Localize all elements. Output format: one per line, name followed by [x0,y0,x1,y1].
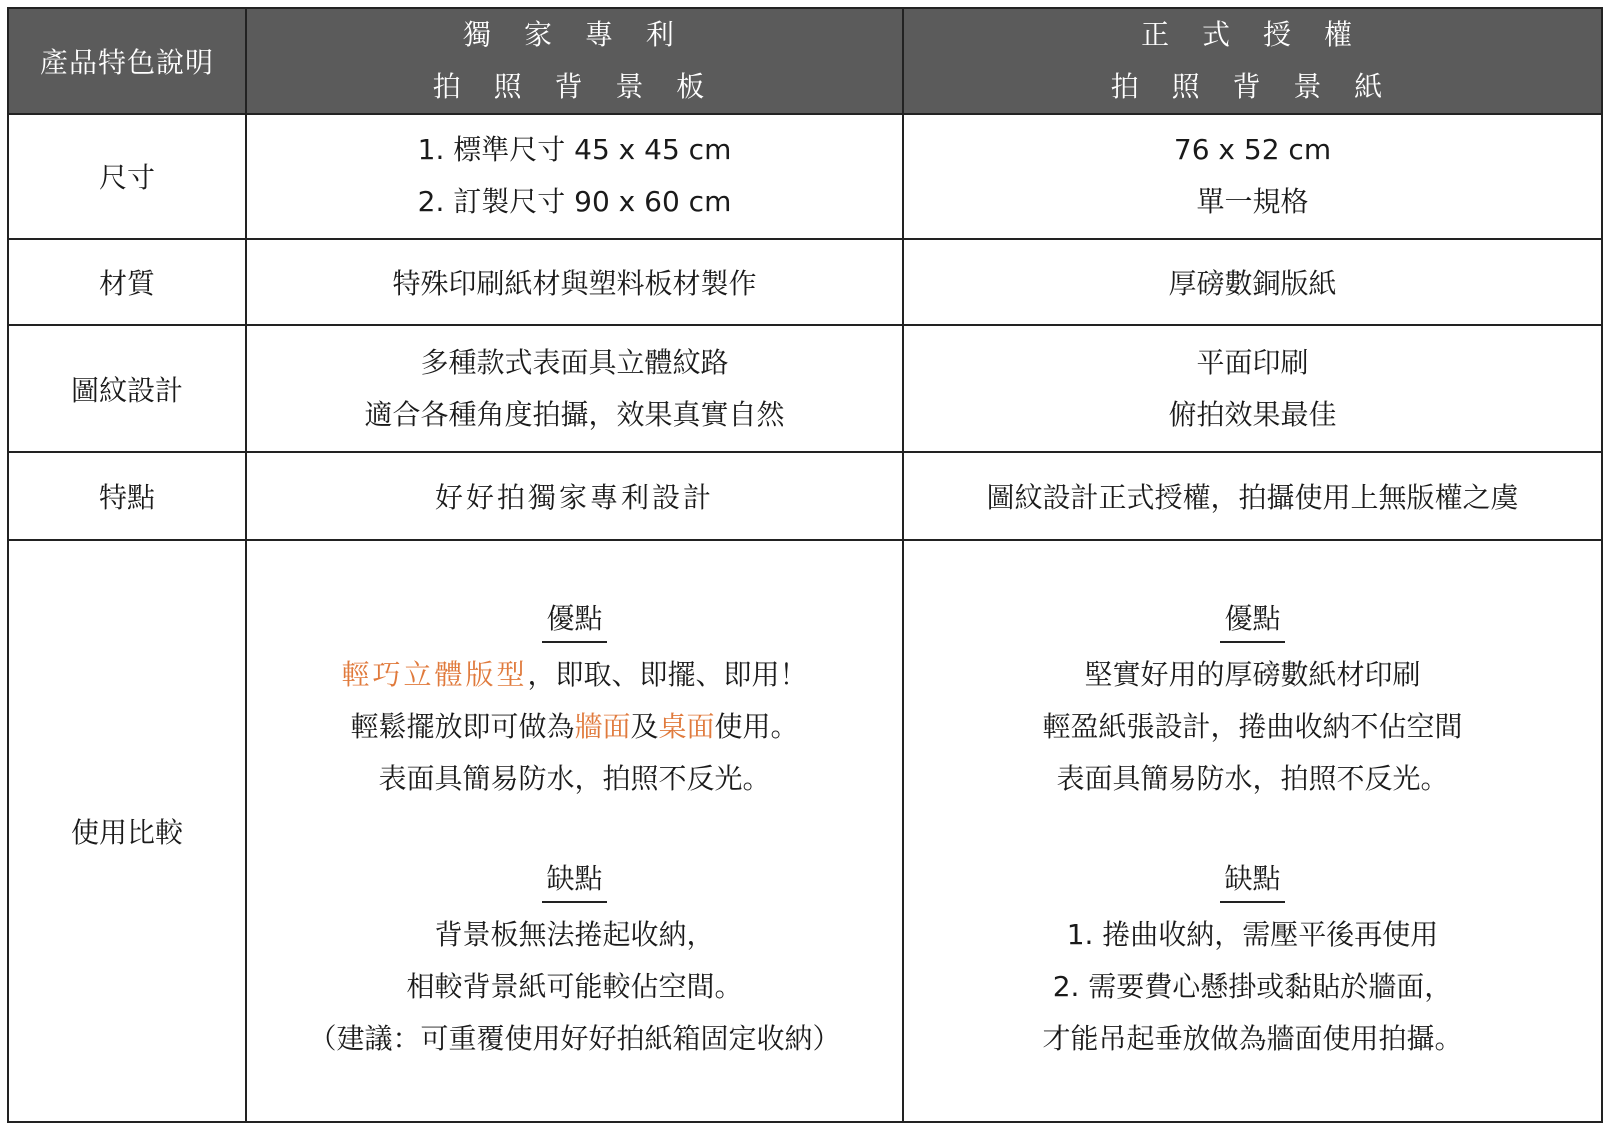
board-pros-line2 [247,701,902,753]
spacer [904,805,1601,857]
board-cons-line1: 背景板無法捲起收納， [434,918,715,952]
table-row-feature [8,452,1602,540]
board-pros-line1-rest: ，即取、即擺、即用！ [527,658,808,692]
header-label-cell [8,8,246,114]
paper-cons-line3: 才能吊起垂放做為牆面使用拍攝。 [1042,1022,1463,1056]
comparison-table [7,7,1603,1123]
cell-feature-paper: 圖紋設計正式授權，拍攝使用上無版權之虞 [903,452,1602,540]
size-board-line2: 2. 訂製尺寸 90 x 60 cm [417,185,732,219]
pattern-paper-line2: 俯拍效果最佳 [1168,397,1337,431]
cell-usage-board [246,540,903,1122]
board-pros-title: 優點 [542,597,606,643]
spacer [247,805,902,857]
board-cons-title: 缺點 [542,857,606,903]
header-col-board [246,8,903,114]
header-paper-line2: 拍 照 背 景 紙 [1110,70,1395,103]
table-row-size [8,114,1602,239]
row-label-size: 尺寸 [8,114,246,239]
paper-cons-line2: 2. 需要費心懸掛或黏貼於牆面， [1052,970,1453,1004]
board-pros-line1 [247,649,902,701]
cell-material-paper: 厚磅數銅版紙 [903,239,1602,325]
cell-size-board [246,114,903,239]
board-pros-line2-desk: 桌面 [658,710,715,744]
header-paper-line1: 正 式 授 權 [1141,18,1364,51]
cell-pattern-paper [903,325,1602,452]
board-cons-line2: 相較背景紙可能較佔空間。 [406,970,743,1004]
board-pros-line2-c: 使用。 [714,710,799,744]
board-pros-line2-wall: 牆面 [574,710,631,744]
header-label: 產品特色說明 [39,46,214,79]
board-pros-line2-a: 輕鬆擺放即可做為 [350,710,575,744]
pattern-board-line1: 多種款式表面具立體紋路 [420,345,729,379]
row-label-pattern: 圖紋設計 [8,325,246,452]
row-label-feature: 特點 [8,452,246,540]
table-row-usage [8,540,1602,1122]
cell-material-board: 特殊印刷紙材與塑料板材製作 [246,239,903,325]
board-pros-line2-b: 及 [630,710,659,744]
header-board-line1: 獨 家 專 利 [463,18,686,51]
board-pros-accent: 輕巧立體版型 [341,658,528,692]
header-row [8,8,1602,114]
size-paper-line1: 76 x 52 cm [1173,133,1332,167]
cell-pattern-board [246,325,903,452]
size-paper-line2: 單一規格 [1196,185,1309,219]
paper-pros-line3: 表面具簡易防水，拍照不反光。 [1056,762,1449,796]
header-board-line2: 拍 照 背 景 板 [432,70,717,103]
paper-cons-line1: 1. 捲曲收納，需壓平後再使用 [1066,918,1439,952]
table-row-pattern [8,325,1602,452]
pattern-board-line2: 適合各種角度拍攝，效果真實自然 [364,397,785,431]
header-col-paper [903,8,1602,114]
paper-cons-title: 缺點 [1220,857,1284,903]
paper-pros-line1: 堅實好用的厚磅數紙材印刷 [1084,658,1421,692]
paper-pros-line2: 輕盈紙張設計，捲曲收納不佔空間 [1042,710,1463,744]
pattern-paper-line1: 平面印刷 [1196,345,1309,379]
cell-feature-board: 好好拍獨家專利設計 [246,452,903,540]
board-pros-line3: 表面具簡易防水，拍照不反光。 [378,762,771,796]
row-label-material: 材質 [8,239,246,325]
cell-usage-paper [903,540,1602,1122]
table-row-material [8,239,1602,325]
size-board-line1: 1. 標準尺寸 45 x 45 cm [417,133,732,167]
paper-pros-title: 優點 [1220,597,1284,643]
row-label-usage: 使用比較 [8,540,246,1122]
cell-size-paper [903,114,1602,239]
board-cons-line3: （建議：可重覆使用好好拍紙箱固定收納） [308,1022,841,1056]
